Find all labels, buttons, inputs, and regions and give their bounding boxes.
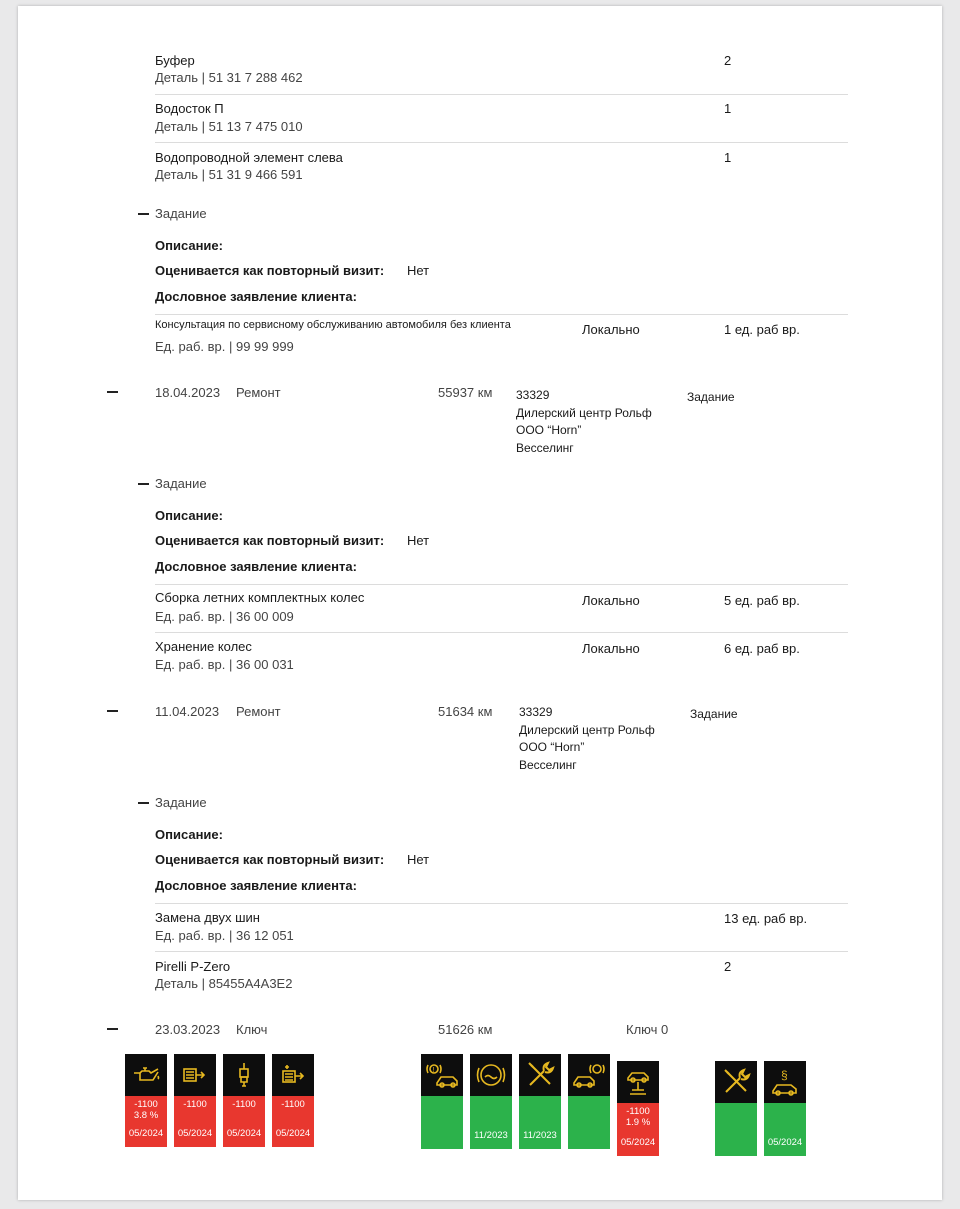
visit-mileage: 55937 км [438, 385, 493, 400]
collapse-icon[interactable] [138, 213, 149, 215]
service-tile [223, 1054, 265, 1147]
oil-can-icon [131, 1063, 161, 1087]
tile-date: 05/2024 [620, 1137, 656, 1148]
job-code: Ед. раб. вр. | 36 12 051 [155, 928, 294, 943]
dealer-code: 33329 [519, 705, 553, 719]
part-qty: 2 [724, 53, 732, 68]
divider [155, 94, 848, 95]
dealer-code: 33329 [516, 388, 550, 402]
part-detail: Деталь | 85455A4A3E2 [155, 976, 293, 991]
service-tile [272, 1054, 314, 1147]
job-location: Локально [582, 322, 640, 337]
divider [155, 142, 848, 143]
job-name: Замена двух шин [155, 910, 260, 925]
diesel-filter-icon [278, 1062, 308, 1088]
legal-inspection-icon [769, 1067, 801, 1097]
divider [155, 951, 848, 952]
customer-statement-label: Дословное заявление клиента: [155, 878, 357, 893]
divider [155, 314, 848, 315]
dealer-info [516, 387, 652, 457]
service-tile [421, 1054, 463, 1149]
description-label: Описание: [155, 238, 223, 253]
visit-type: Ремонт [236, 385, 281, 400]
tile-date: 05/2024 [128, 1128, 164, 1139]
job-name: Сборка летних комплектных колес [155, 590, 365, 605]
customer-statement-label: Дословное заявление клиента: [155, 559, 357, 574]
dealer-name: Дилерский центр Рольф [516, 405, 652, 420]
tile-value: -1100 [232, 1099, 256, 1110]
part-name: Pirelli P-Zero [155, 959, 231, 974]
collapse-icon[interactable] [107, 1028, 118, 1030]
job-units: 6 ед. раб вр. [724, 641, 800, 656]
job-location: Локально [582, 593, 640, 608]
brake-fluid-icon [474, 1060, 508, 1090]
dealer-info [519, 704, 655, 774]
job-code: Ед. раб. вр. | 99 99 999 [155, 339, 294, 354]
collapse-icon[interactable] [138, 483, 149, 485]
part-name: Водопроводной элемент слева [155, 150, 343, 165]
visit-date: 11.04.2023 [155, 704, 220, 719]
visit-status: Задание [687, 390, 735, 404]
spark-plug-icon [232, 1061, 256, 1089]
part-name: Буфер [155, 53, 195, 68]
visit-status: Задание [690, 707, 738, 721]
repeat-visit-value: Нет [407, 263, 430, 278]
dealer-company: ООО “Horn” [516, 423, 582, 437]
job-location: Локально [582, 641, 640, 656]
dealer-city: Весселинг [519, 757, 577, 772]
service-tile [519, 1054, 561, 1149]
tile-date: 11/2023 [523, 1130, 557, 1141]
svg-text:!: ! [432, 1067, 435, 1074]
repeat-visit-label: Оценивается как повторный визит: [155, 852, 385, 867]
job-units: 1 ед. раб вр. [724, 322, 800, 337]
visit-type: Ремонт [236, 704, 281, 719]
customer-statement-label: Дословное заявление клиента: [155, 289, 357, 304]
repeat-visit-value: Нет [407, 533, 430, 548]
task-header[interactable]: Задание [155, 476, 207, 491]
vehicle-check-icon [525, 1060, 555, 1090]
job-code: Ед. раб. вр. | 36 00 009 [155, 609, 294, 624]
visit-mileage: 51626 км [438, 1022, 493, 1037]
tile-date: 05/2024 [767, 1137, 803, 1148]
divider [155, 584, 848, 585]
part-qty: 1 [724, 101, 732, 116]
task-header[interactable]: Задание [155, 795, 207, 810]
visit-type: Ключ [236, 1022, 268, 1037]
svg-text:§: § [781, 1068, 788, 1082]
description-label: Описание: [155, 827, 223, 842]
job-units: 13 ед. раб вр. [724, 911, 808, 926]
dealer-name: Дилерский центр Рольф [519, 722, 655, 737]
job-code: Ед. раб. вр. | 36 00 031 [155, 657, 294, 672]
fuel-filter-icon [180, 1063, 210, 1087]
dealer-company: ООО “Horn” [519, 740, 585, 754]
tile-date: 05/2024 [177, 1128, 213, 1139]
service-tile [617, 1061, 659, 1156]
visit-mileage: 51634 км [438, 704, 493, 719]
divider [155, 632, 848, 633]
repeat-visit-label: Оценивается как повторный визит: [155, 263, 385, 278]
key-count: Ключ 0 [626, 1022, 669, 1037]
part-qty: 1 [724, 150, 732, 165]
divider [155, 903, 848, 904]
part-qty: 2 [724, 959, 732, 974]
tools-icon [721, 1067, 751, 1097]
collapse-icon[interactable] [107, 710, 118, 712]
tile-percent: 1.9 % [625, 1117, 651, 1128]
tile-value: -1100 [626, 1106, 650, 1117]
tile-value: -1100 [281, 1099, 305, 1110]
job-name: Консультация по сервисному обслуживанию автомобиля без клиента [155, 319, 511, 331]
lift-inspection-icon [622, 1068, 654, 1096]
tile-value: -1100 [134, 1099, 158, 1110]
job-name: Хранение колес [155, 639, 252, 654]
part-detail: Деталь | 51 13 7 475 010 [155, 119, 303, 134]
tile-date: 05/2024 [275, 1128, 311, 1139]
collapse-icon[interactable] [107, 391, 118, 393]
part-detail: Деталь | 51 31 9 466 591 [155, 167, 303, 182]
tile-value: -1100 [183, 1099, 207, 1110]
service-tile [764, 1061, 806, 1156]
part-detail: Деталь | 51 31 7 288 462 [155, 70, 303, 85]
description-label: Описание: [155, 508, 223, 523]
visit-date: 23.03.2023 [155, 1022, 221, 1037]
visit-date: 18.04.2023 [155, 385, 221, 400]
front-brake-icon [425, 1061, 459, 1089]
dealer-city: Весселинг [516, 440, 574, 455]
repeat-visit-label: Оценивается как повторный визит: [155, 533, 385, 548]
repeat-visit-value: Нет [407, 852, 430, 867]
part-name: Водосток П [155, 101, 224, 116]
job-units: 5 ед. раб вр. [724, 593, 800, 608]
service-tile [470, 1054, 512, 1149]
tile-date: 11/2023 [474, 1130, 508, 1141]
service-tile [715, 1061, 757, 1156]
task-header[interactable]: Задание [155, 206, 207, 221]
tile-date: 05/2024 [226, 1128, 262, 1139]
rear-brake-icon [572, 1061, 606, 1089]
service-tile [174, 1054, 216, 1147]
service-tile [125, 1054, 167, 1147]
service-history-page [18, 6, 942, 1200]
tile-percent: 3.8 % [133, 1110, 159, 1121]
service-tile [568, 1054, 610, 1149]
collapse-icon[interactable] [138, 802, 149, 804]
